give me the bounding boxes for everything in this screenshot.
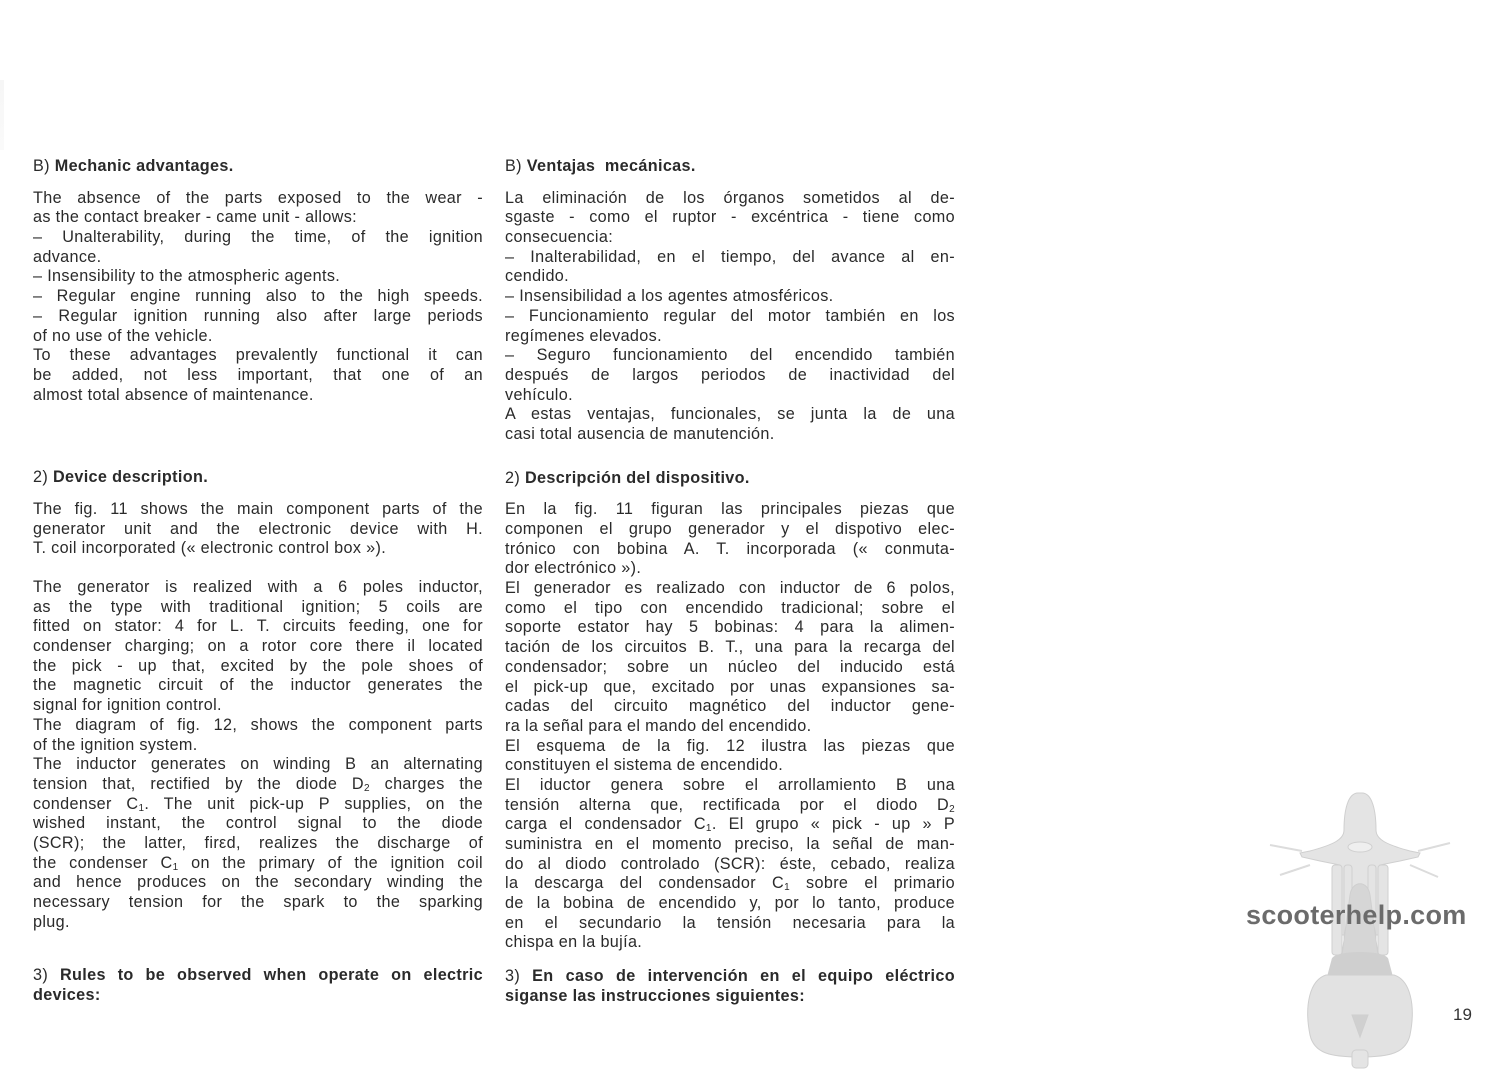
text-line: El generador es realizado con inductor de 6 polos,: [505, 579, 955, 598]
section-b-title: Ventajas mecánicas.: [526, 157, 696, 175]
text-fragment: la descarga del condensador C: [505, 874, 785, 893]
text-line: el pick-up que, excitado por unas expansiones sa-: [505, 677, 955, 696]
text-line: trónico con bobina A. T. incorporada (« conmuta-: [505, 539, 955, 558]
text-line: constituyen el sistema de encendido.: [505, 756, 784, 775]
section-b-prefix: B): [33, 157, 50, 175]
text-line: the magnetic circuit of the inductor generates the: [33, 676, 483, 695]
text-line: – Unalterability, during the time, of the ignition: [33, 228, 483, 247]
subscript: 2: [949, 803, 955, 815]
text-line: de la bobina de encendido y, por lo tanto, produce: [505, 894, 955, 913]
section-2-prefix: 2): [33, 468, 49, 487]
text-line: suministra en el momento preciso, la señal de man-: [505, 835, 955, 853]
section-3-title-cont: devices:: [33, 986, 101, 1005]
text-line: do al diodo controlado (SCR): éste, cebado, realiza: [505, 854, 955, 873]
text-line: To these advantages prevalently functional it can: [33, 346, 483, 365]
text-line: almost total absence of maintenance.: [33, 385, 314, 404]
text-line: [33, 775, 483, 795]
section-2-para1: [33, 500, 483, 559]
section-2-body: [505, 500, 955, 953]
text-line: – Regular ignition running also after large periods: [33, 306, 483, 325]
section-b-title: Mechanic advantages.: [54, 157, 234, 175]
text-line: – Regular engine running also to the high speeds.: [33, 287, 483, 306]
text-line: chispa en la bujía.: [505, 933, 643, 952]
text-line: componen el grupo generador y el dispotivo elec-: [505, 520, 955, 538]
text-line: advance.: [33, 247, 102, 266]
text-fragment: charges the: [384, 774, 483, 793]
subscript: 2: [363, 782, 370, 794]
text-fragment: . El grupo « pick - up » P: [711, 815, 955, 834]
section-3-heading: [33, 966, 483, 1005]
section-2-title: Descripción del dispositivo.: [524, 468, 750, 487]
text-fragment: condenser C: [33, 794, 139, 813]
text-line: [33, 795, 483, 815]
section-3-title: En caso de intervención en el equipo eléctrico: [532, 967, 955, 986]
section-3-prefix: 3): [33, 966, 49, 985]
text-line: wished instant, the control signal to the diode: [33, 814, 483, 833]
text-line: En la fig. 11 figuran las principales piezas que: [505, 500, 955, 519]
text-line: en el secundario la tensión necesaria para la: [505, 913, 955, 932]
text-line: vehículo.: [505, 385, 573, 404]
text-fragment: carga el condensador C: [505, 815, 706, 834]
watermark-text: scooterhelp.com: [1246, 900, 1467, 930]
text-line: as the contact breaker - came unit - allows:: [33, 208, 357, 227]
text-line: [505, 987, 955, 1007]
text-line: casi total ausencia de manutención.: [505, 424, 775, 443]
text-line: generator unit and the electronic device with H.: [33, 519, 483, 538]
text-line: El esquema de la fig. 12 ilustra las piezas que: [505, 736, 955, 755]
text-line: ra la señal para el mando del encendido.: [505, 716, 812, 735]
text-line: – Funcionamiento regular del motor también en los: [505, 306, 955, 325]
text-line: dor electrónico »).: [505, 559, 642, 578]
text-line: condensador; sobre un núcleo del inducido está: [505, 657, 955, 676]
text-line: necessary tension for the spark to the sparking: [33, 893, 483, 911]
text-line: signal for ignition control.: [33, 696, 222, 715]
text-line: The fig. 11 shows the main component parts of the: [33, 499, 483, 518]
text-line: – Insensibilidad a los agentes atmosféricos.: [505, 287, 834, 306]
section-b-prefix: B): [505, 157, 522, 175]
text-line: – Inalterabilidad, en el tiempo, del avance al en-: [505, 247, 955, 266]
section-2-heading: [33, 468, 483, 488]
text-line: [505, 874, 955, 894]
page-edge-shadow: [0, 80, 4, 150]
section-3-title: Rules to be observed when operate on electric: [59, 966, 483, 985]
text-line: the pick - up that, excited by the pole shoes of: [33, 656, 483, 675]
text-line: A estas ventajas, funcionales, se junta la de una: [505, 405, 955, 424]
text-line: of the ignition system.: [33, 735, 198, 754]
text-line: – Insensibility to the atmospheric agents.: [33, 267, 341, 286]
text-line: cendido.: [505, 267, 570, 286]
section-2-para2: [33, 578, 483, 932]
text-line: [505, 815, 955, 835]
text-line: condenser charging; on a rotor core there il located: [33, 637, 483, 656]
text-line: [33, 966, 483, 986]
text-line: T. coil incorporated (« electronic control box »).: [33, 539, 387, 558]
text-line: soporte estator hay 5 bobinas: 4 para la alimen-: [505, 618, 955, 637]
text-line: – Seguro funcionamiento del encendido también: [505, 346, 955, 365]
text-line: El iductor genera sobre el arrollamiento B una: [505, 775, 955, 794]
text-line: La eliminación de los órganos sometidos al de-: [505, 188, 955, 207]
section-b-body: [505, 189, 955, 445]
text-fragment: tensión alterna que, rectificada por el diodo D: [505, 795, 950, 814]
text-line: of no use of the vehicle.: [33, 326, 213, 345]
text-line: [505, 967, 955, 987]
subscript: 1: [705, 823, 712, 835]
text-line: (SCR); the latter, firεd, realizes the discharge of: [33, 833, 483, 852]
text-line: cadas del circuito magnético del inductor gene-: [505, 697, 955, 716]
section-b-body: [33, 189, 483, 406]
section-b-heading: [33, 157, 483, 177]
text-fragment: . The unit pick-up P supplies, on the: [144, 794, 483, 813]
text-fragment: tension that, rectified by the diode D: [33, 774, 364, 793]
page-number: 19: [1453, 1005, 1472, 1024]
subscript: 1: [784, 882, 790, 894]
text-line: as the type with traditional ignition; 5 coils are: [33, 597, 483, 616]
section-3-title-cont: siganse las instrucciones siguientes:: [505, 986, 805, 1005]
text-line: The absence of the parts exposed to the wear -: [33, 188, 483, 207]
text-line: The generator is realized with a 6 poles inductor,: [33, 578, 483, 596]
text-line: The inductor generates on winding B an alternating: [33, 755, 483, 774]
section-3-heading: [505, 967, 955, 1006]
section-3-prefix: 3): [505, 967, 521, 986]
text-line: regímenes elevados.: [505, 326, 662, 345]
spanish-column: [505, 157, 955, 1007]
section-b-heading: [505, 157, 955, 177]
section-2-prefix: 2): [505, 468, 521, 487]
text-line: [505, 796, 955, 816]
text-line: [33, 986, 483, 1006]
text-line: and hence produces on the secondary winding the: [33, 873, 483, 892]
subscript: 1: [172, 861, 179, 873]
text-fragment: the condenser C: [33, 853, 173, 872]
text-line: después de largos periodos de inactividad del: [505, 365, 955, 384]
text-line: be added, not less important, that one of an: [33, 365, 483, 384]
text-line: sgaste - como el ruptor - excéntrica - tiene como: [505, 208, 955, 227]
subscript: 1: [138, 802, 145, 814]
text-fragment: sobre el primario: [806, 874, 955, 893]
text-fragment: on the primary of the ignition coil: [191, 853, 483, 872]
text-line: como el tipo con encendido tradicional; sobre el: [505, 598, 955, 617]
section-2-heading: [505, 469, 955, 489]
section-2-title: Device description.: [52, 468, 209, 487]
text-line: plug.: [33, 912, 70, 931]
text-line: fitted on stator: 4 for L. T. circuits feeding, one for: [33, 617, 483, 636]
text-line: consecuencia:: [505, 228, 614, 247]
english-column: [33, 157, 483, 1006]
text-line: The diagram of fig. 12, shows the component parts: [33, 715, 483, 734]
text-line: [33, 854, 483, 874]
text-line: tación de los circuitos B. T., una para la recarga del: [505, 638, 955, 657]
